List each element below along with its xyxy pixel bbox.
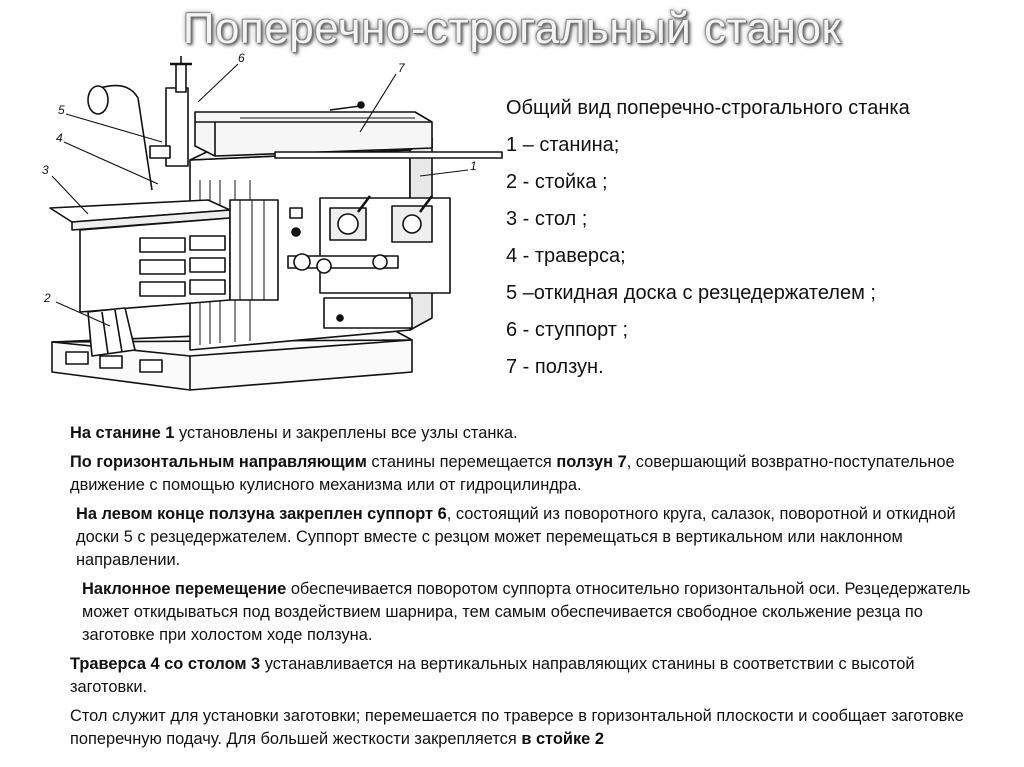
bold-phrase: По горизонтальным направляющим — [70, 453, 367, 471]
bold-phrase: На станине 1 — [70, 424, 175, 442]
legend-heading: Общий вид поперечно-строгального станка — [506, 97, 910, 119]
legend-item-7: 7 - ползун. — [506, 356, 604, 378]
slide-title: Поперечно-строгальный станок — [182, 4, 842, 53]
parts-legend — [506, 90, 1024, 386]
legend-item-1: 1 – станина; — [506, 134, 620, 156]
legend-item-2: 2 - стойка ; — [506, 171, 608, 193]
bold-phrase: в стойке 2 — [521, 730, 604, 748]
bold-phrase: На левом конце ползуна закреплен суппорт 6 — [76, 505, 447, 523]
description-text — [54, 422, 984, 757]
paragraph-stanina — [54, 422, 984, 445]
legend-item-6: 6 - ступпорт ; — [506, 319, 629, 341]
text-span: устанавливается на вертикальных направляющих станины в соответствии с высотой заготовки. — [70, 655, 915, 696]
legend-item-5: 5 –откидная доска с резцедержателем ; — [506, 282, 876, 304]
callout-4: 4 — [56, 131, 63, 145]
shaping-machine-drawing — [40, 50, 510, 410]
legend-item-4: 4 - траверса; — [506, 245, 626, 267]
paragraph-support — [54, 503, 984, 572]
paragraph-table — [54, 705, 984, 751]
text-span: Стол служит для установки заготовки; перемешается по траверсе в горизонтальной плоскости и сообщает заготовке поперечную подачу. Для большей жесткости закрепляется — [70, 707, 964, 748]
callout-6: 6 — [238, 51, 245, 65]
text-span: , состоящий из поворотного круга, салазок, поворотной и откидной доски 5 с резцедержателем. Суппорт вместе с резцом может перемещаться в вертикальном или наклонном направлении. — [76, 505, 956, 569]
callout-5: 5 — [58, 103, 65, 117]
bold-phrase: Траверса 4 со столом 3 — [70, 655, 261, 673]
bold-phrase: ползун 7 — [556, 453, 627, 471]
paragraph-incline — [54, 578, 984, 647]
text-span: обеспечивается поворотом суппорта относительно горизонтальной оси. Резцедержатель может откидываться под воздействием шарнира, тем самым обеспечивается свободное скольжение резца по заготовке при холостом ходе ползуна. — [82, 580, 971, 644]
bold-phrase: Наклонное перемещение — [82, 580, 287, 598]
callout-1: 1 — [470, 159, 477, 173]
callout-2: 2 — [44, 291, 51, 305]
callout-3: 3 — [42, 163, 49, 177]
legend-item-3: 3 - стол ; — [506, 208, 588, 230]
callout-7: 7 — [398, 61, 405, 75]
text-span: , совершающий возвратно-поступательное движение с помощью кулисного механизма или от гидроцилиндра. — [70, 453, 955, 494]
paragraph-traverse — [54, 653, 984, 699]
text-span: установлены и закреплены все узлы станка. — [174, 424, 518, 442]
paragraph-ram — [54, 451, 984, 497]
text-span: станины перемещается — [366, 453, 557, 471]
